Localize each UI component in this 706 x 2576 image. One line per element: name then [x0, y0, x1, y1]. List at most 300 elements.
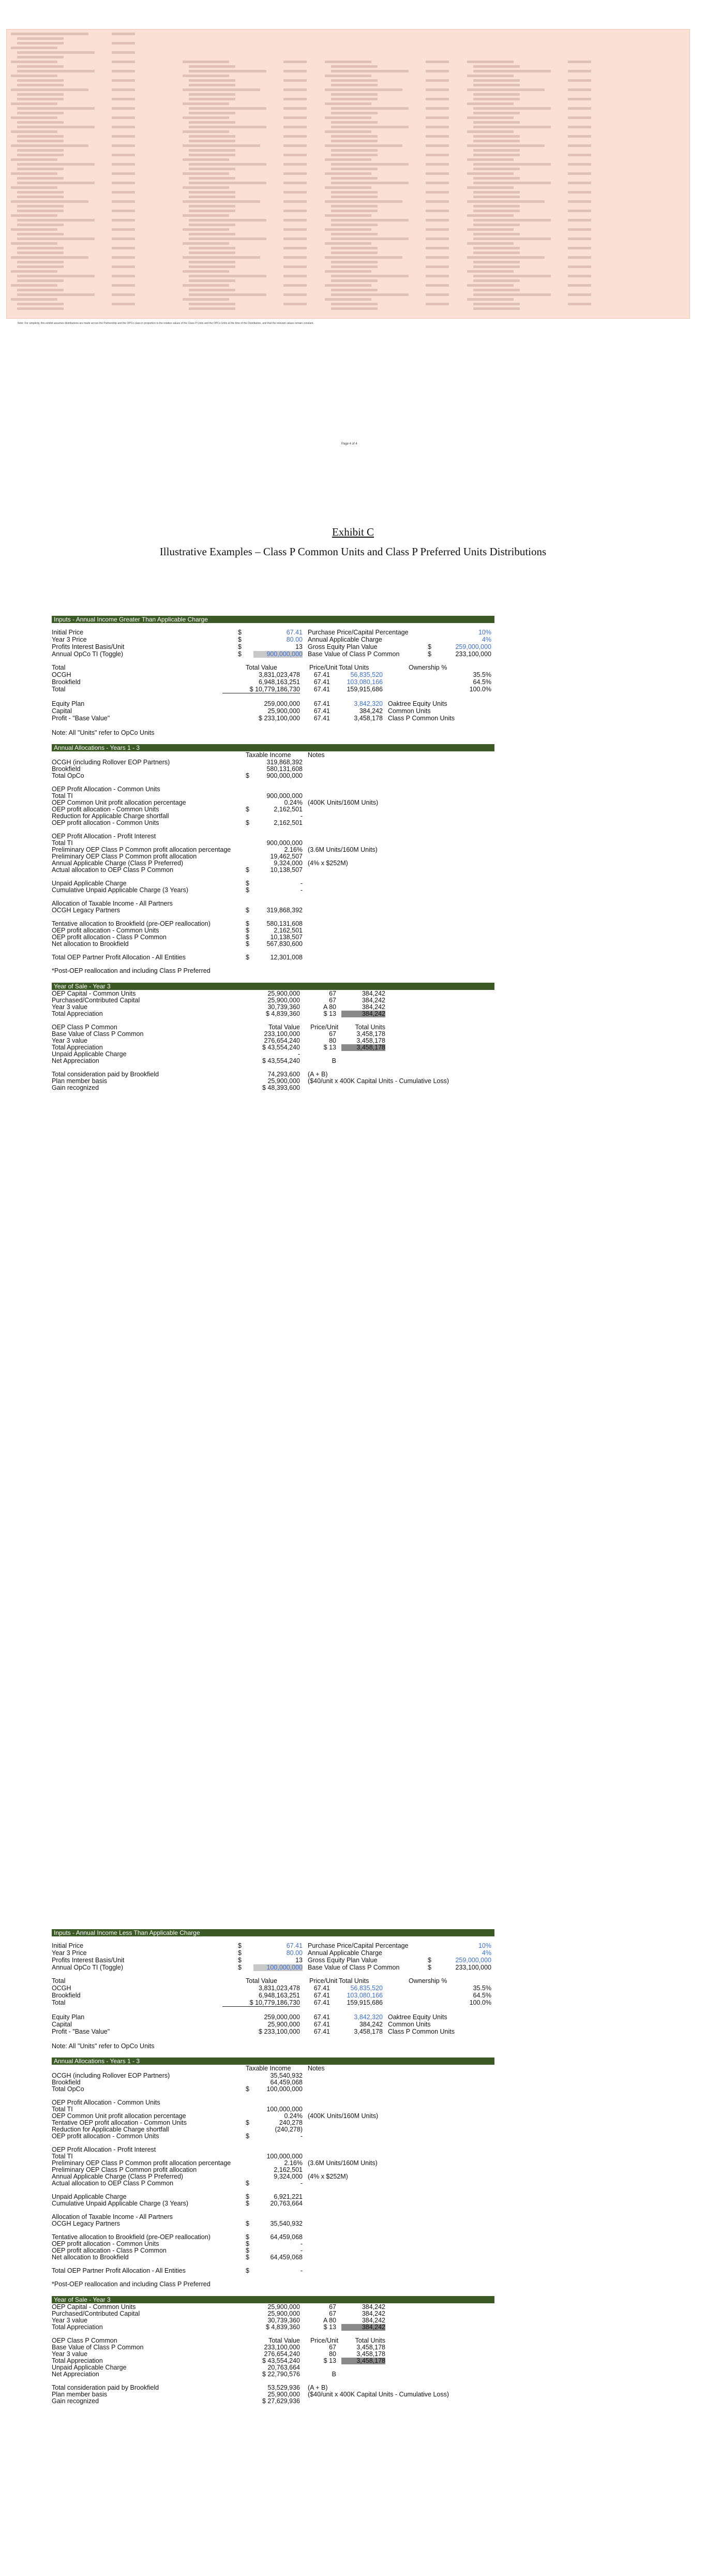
spreadsheet-cell — [17, 135, 64, 138]
spreadsheet-cell — [325, 172, 371, 175]
row — [52, 887, 497, 894]
row — [52, 664, 497, 671]
value: $ 13 — [323, 1010, 336, 1017]
row-label: Brookfield — [52, 678, 81, 686]
spreadsheet-value — [283, 228, 307, 231]
spreadsheet-cell — [17, 261, 64, 263]
page-number: Page 4 of 4 — [341, 442, 357, 446]
spreadsheet-cell — [189, 265, 235, 268]
value: 20,763,664 — [267, 2364, 300, 2371]
spreadsheet-cell — [331, 293, 409, 296]
value: (A + B) — [308, 2384, 328, 2391]
input-label: Annual Applicable Charge — [308, 1949, 382, 1957]
spreadsheet-cell — [17, 126, 95, 128]
row — [52, 2014, 497, 2021]
spreadsheet-cell — [17, 112, 64, 114]
currency: $ — [238, 643, 242, 650]
value: 3,842,320 — [354, 2014, 383, 2021]
spreadsheet-value — [283, 135, 307, 138]
spreadsheet-cell — [11, 214, 57, 217]
exhibit-subtitle: Illustrative Examples – Class P Common Units and Class P Preferred Units Distributions — [159, 545, 547, 558]
units-label: Oaktree Equity Units — [388, 700, 447, 707]
spreadsheet-cell — [189, 261, 235, 263]
input-value: 100,000,000 — [253, 1964, 303, 1971]
spreadsheet-value — [426, 238, 449, 240]
spreadsheet-cell — [467, 242, 514, 245]
value: 384,242 — [362, 2317, 385, 2324]
currency: $ — [246, 866, 249, 874]
spreadsheet-cell — [17, 149, 64, 152]
spreadsheet-value — [112, 98, 135, 100]
spreadsheet-value — [426, 303, 449, 305]
spreadsheet-cell — [331, 233, 378, 235]
note: Note: All "Units" refer to OpCo Units — [52, 2042, 155, 2050]
spreadsheet-value — [568, 284, 591, 287]
row-label: Total — [52, 1999, 66, 2006]
row-label: Profit - "Base Value" — [52, 715, 110, 722]
spreadsheet-value — [568, 256, 591, 259]
value: 64.5% — [473, 678, 491, 686]
value: 6,948,163,251 — [259, 678, 300, 686]
spreadsheet-cell — [17, 307, 64, 310]
value: - — [300, 2180, 303, 2187]
row-label: Unpaid Applicable Charge — [52, 2364, 127, 2371]
row-label: Preliminary OEP Class P Common profit allocation percentage — [52, 2159, 231, 2167]
value: 384,242 — [359, 2021, 383, 2028]
spreadsheet-value — [568, 163, 591, 166]
value: - — [297, 1050, 300, 1058]
spreadsheet-cell — [331, 154, 378, 156]
row — [52, 672, 497, 678]
spreadsheet-cell — [17, 93, 64, 96]
value: - — [300, 2267, 303, 2274]
row — [52, 1957, 497, 1964]
value: 67 — [329, 1030, 336, 1038]
value: 2,162,501 — [274, 2166, 303, 2173]
spreadsheet-value — [568, 88, 591, 91]
value: 384,242 — [362, 2310, 385, 2317]
value: 233,100,000 — [264, 1030, 300, 1038]
spreadsheet-value — [568, 98, 591, 100]
currency: $ — [238, 650, 242, 658]
spreadsheet-value — [426, 107, 449, 110]
row — [52, 1011, 497, 1017]
spreadsheet-value — [426, 172, 449, 175]
spreadsheet-cell — [325, 102, 371, 105]
spreadsheet-cell — [17, 210, 64, 212]
value: 67 — [329, 990, 336, 997]
spreadsheet-value — [426, 265, 449, 268]
spreadsheet-cell — [331, 140, 378, 142]
spreadsheet-cell — [331, 307, 378, 310]
spreadsheet-value — [112, 144, 135, 147]
row — [52, 2043, 497, 2050]
spreadsheet-cell — [325, 144, 402, 147]
spreadsheet-value — [426, 116, 449, 119]
spreadsheet-cell — [331, 275, 409, 277]
value: 80 — [329, 2350, 336, 2358]
column-header: Price/Unit — [309, 1977, 338, 1985]
spreadsheet-cell — [473, 65, 520, 68]
row-label: Unpaid Applicable Charge — [52, 1050, 127, 1058]
spreadsheet-cell — [331, 79, 378, 82]
value: 319,868,392 — [266, 759, 303, 766]
spreadsheet-cell — [17, 163, 95, 166]
spreadsheet-value — [112, 219, 135, 221]
row — [52, 686, 497, 693]
spreadsheet-cell — [331, 149, 378, 152]
spreadsheet-value — [426, 154, 449, 156]
spreadsheet-cell — [473, 289, 520, 291]
value: 67.41 — [313, 2014, 330, 2021]
spreadsheet-cell — [473, 177, 520, 180]
column-header: Total — [52, 1977, 66, 1985]
value: $ 4,839,360 — [265, 1010, 300, 1017]
value: - — [300, 880, 303, 887]
value: 384,242 — [341, 2324, 385, 2331]
row-label: OEP profit allocation - Common Units — [52, 806, 159, 813]
row-label: OCGH Legacy Partners — [52, 2220, 120, 2227]
spreadsheet-cell — [325, 228, 371, 231]
value: 20,763,664 — [270, 2200, 303, 2207]
spreadsheet-cell — [473, 293, 551, 296]
example-income-greater — [52, 616, 497, 1175]
spreadsheet-cell — [473, 265, 520, 268]
note: (3.6M Units/160M Units) — [308, 2159, 378, 2167]
row-label: Unpaid Applicable Charge — [52, 880, 127, 887]
spreadsheet-cell — [189, 191, 235, 194]
value: 159,915,686 — [347, 686, 383, 693]
spreadsheet-value — [568, 79, 591, 82]
value: 67 — [329, 997, 336, 1004]
row — [52, 2324, 497, 2331]
spreadsheet-cell — [473, 112, 520, 114]
input-value: 10% — [478, 1942, 491, 1949]
spreadsheet-value — [283, 303, 307, 305]
row — [52, 1992, 497, 1999]
row-label: Total Appreciation — [52, 1044, 103, 1051]
note: Note: All "Units" refer to OpCo Units — [52, 729, 155, 736]
value: $ 27,629,936 — [262, 2397, 300, 2405]
spreadsheet-cell — [11, 33, 88, 35]
input-value: 80.00 — [286, 1949, 303, 1957]
spreadsheet-cell — [183, 284, 229, 287]
spreadsheet-cell — [17, 224, 64, 226]
spreadsheet-cell — [473, 182, 551, 184]
currency: $ — [428, 1957, 431, 1964]
value: - — [300, 2133, 303, 2140]
row-label: OEP Common Unit profit allocation percentage — [52, 799, 186, 806]
spreadsheet-cell — [325, 186, 371, 189]
spreadsheet-cell — [325, 214, 371, 217]
spreadsheet-value — [426, 98, 449, 100]
spreadsheet-cell — [473, 135, 520, 138]
spreadsheet-value — [568, 238, 591, 240]
currency: $ — [246, 2254, 249, 2261]
row — [52, 907, 497, 914]
value: 9,324,000 — [274, 860, 303, 867]
row — [52, 701, 497, 707]
value: Total Value — [268, 1024, 300, 1031]
row — [52, 2133, 497, 2140]
row-label: Total TI — [52, 792, 73, 800]
spreadsheet-cell — [473, 93, 520, 96]
row-label: Gain recognized — [52, 1084, 99, 1091]
currency: $ — [246, 2233, 249, 2241]
input-label: Year 3 Price — [52, 636, 87, 643]
value: 64.5% — [473, 1992, 491, 1999]
spreadsheet-cell — [17, 177, 64, 180]
spreadsheet-cell — [473, 168, 520, 170]
spreadsheet-cell — [17, 303, 64, 305]
spreadsheet-value — [112, 200, 135, 203]
spreadsheet-cell — [467, 284, 514, 287]
input-value: 10% — [478, 629, 491, 636]
spreadsheet-value — [426, 163, 449, 166]
value: 12,301,008 — [270, 954, 303, 961]
value: 384,242 — [359, 707, 383, 715]
currency: $ — [238, 629, 242, 636]
spreadsheet-cell — [11, 61, 57, 63]
spreadsheet-footnote: Note: For simplicity, this exhibit assumes distributions are made across the Partnership and the OPCo class in proportion to the relative values of the Class P Units and the OPCo Units at the time of the Distribution, and that the relevant values remain constant. — [18, 322, 314, 325]
value: 25,900,000 — [267, 2021, 300, 2028]
spreadsheet-cell — [17, 107, 95, 110]
row-label: *Post-OEP reallocation and including Class P Preferred — [52, 967, 211, 974]
spreadsheet-cell — [325, 130, 371, 133]
spreadsheet-cell — [467, 228, 514, 231]
currency: $ — [428, 650, 431, 658]
spreadsheet-cell — [189, 224, 235, 226]
units-label: Class P Common Units — [388, 715, 455, 722]
row-label: Cumulative Unpaid Applicable Charge (3 Years) — [52, 2200, 189, 2207]
value: 259,000,000 — [264, 2014, 300, 2021]
value: $ 22,790,576 — [262, 2371, 300, 2378]
spreadsheet-cell — [467, 298, 514, 301]
spreadsheet-cell — [17, 51, 95, 54]
spreadsheet-cell — [331, 303, 378, 305]
spreadsheet-value — [112, 238, 135, 240]
value: 67.41 — [313, 715, 330, 722]
row-label: OEP profit allocation - Class P Common — [52, 934, 167, 941]
value: 100,000,000 — [266, 2085, 303, 2093]
spreadsheet-value — [112, 135, 135, 138]
spreadsheet-value — [568, 172, 591, 175]
spreadsheet-cell — [189, 154, 235, 156]
spreadsheet-cell — [189, 233, 235, 235]
spreadsheet-value — [283, 116, 307, 119]
spreadsheet-cell — [331, 93, 378, 96]
spreadsheet-value — [283, 98, 307, 100]
spreadsheet-value — [112, 42, 135, 45]
spreadsheet-value — [112, 51, 135, 54]
value: Total Units — [355, 2337, 385, 2344]
spreadsheet-cell — [331, 205, 378, 208]
spreadsheet-cell — [331, 112, 378, 114]
currency: $ — [428, 643, 431, 650]
note: (4% x $252M) — [308, 860, 348, 867]
value: $ 10,779,186,730 — [222, 2000, 300, 2007]
section-header: Year of Sale - Year 3 — [52, 2296, 494, 2303]
spreadsheet-cell — [331, 289, 378, 291]
spreadsheet-cell — [17, 84, 64, 86]
spreadsheet-cell — [17, 251, 64, 254]
value: (A + B) — [308, 1071, 328, 1078]
currency: $ — [246, 2119, 249, 2126]
spreadsheet-cell — [17, 140, 64, 142]
row-label: Total Appreciation — [52, 1010, 103, 1017]
spreadsheet-value — [283, 163, 307, 166]
value: 3,458,178 — [341, 1044, 385, 1051]
row-label: OEP profit allocation - Common Units — [52, 927, 159, 934]
currency: $ — [246, 2133, 249, 2140]
input-label: Profits Interest Basis/Unit — [52, 643, 125, 650]
spreadsheet-value — [112, 154, 135, 156]
row-label: Annual Applicable Charge (Class P Preferred) — [52, 2173, 184, 2180]
row-label: OEP profit allocation - Common Units — [52, 819, 159, 826]
spreadsheet-cell — [473, 149, 520, 152]
spreadsheet-value — [112, 79, 135, 82]
spreadsheet-cell — [189, 279, 235, 282]
row-label: Cumulative Unpaid Applicable Charge (3 Years) — [52, 886, 189, 894]
spreadsheet-value — [426, 182, 449, 184]
spreadsheet-value — [283, 219, 307, 221]
spreadsheet-cell — [325, 200, 402, 203]
spreadsheet-cell — [183, 186, 229, 189]
spreadsheet-value — [568, 293, 591, 296]
value: 9,324,000 — [274, 2173, 303, 2180]
currency: $ — [246, 934, 249, 941]
column-header: Total Value — [246, 664, 277, 671]
row-label: Reduction for Applicable Charge shortfall — [52, 2126, 169, 2133]
row — [52, 629, 497, 636]
spreadsheet-printout — [6, 29, 690, 319]
row — [52, 679, 497, 686]
row-label: OEP Profit Allocation - Common Units — [52, 786, 160, 793]
spreadsheet-value — [426, 191, 449, 194]
row — [52, 1943, 497, 1949]
row-label: Purchased/Contributed Capital — [52, 997, 140, 1004]
spreadsheet-cell — [189, 307, 235, 310]
spreadsheet-cell — [183, 200, 260, 203]
spreadsheet-value — [426, 88, 449, 91]
spreadsheet-cell — [473, 140, 520, 142]
input-value: 233,100,000 — [455, 650, 491, 658]
spreadsheet-cell — [189, 98, 235, 100]
value: 25,900,000 — [267, 2391, 300, 2398]
spreadsheet-cell — [331, 210, 378, 212]
row-label: Brookfield — [52, 765, 81, 773]
row-label: Year 3 value — [52, 1037, 88, 1044]
value: 900,000,000 — [266, 772, 303, 779]
input-value: 67.41 — [286, 1942, 303, 1949]
row-label: OCGH — [52, 671, 71, 678]
row — [52, 2021, 497, 2028]
row — [52, 820, 497, 826]
value: 900,000,000 — [266, 839, 303, 847]
spreadsheet-cell — [189, 135, 235, 138]
spreadsheet-cell — [473, 205, 520, 208]
spreadsheet-value — [426, 79, 449, 82]
spreadsheet-value — [283, 247, 307, 249]
value: 30,739,360 — [267, 2317, 300, 2324]
spreadsheet-cell — [331, 98, 378, 100]
spreadsheet-cell — [189, 177, 235, 180]
spreadsheet-cell — [189, 70, 266, 72]
value: 3,831,023,478 — [259, 671, 300, 678]
currency: $ — [246, 2220, 249, 2227]
spreadsheet-cell — [17, 275, 95, 277]
row-label: Total Appreciation — [52, 2323, 103, 2331]
row-label: Allocation of Taxable Income - All Partners — [52, 900, 173, 907]
spreadsheet-value — [112, 303, 135, 305]
value: $ 48,393,600 — [262, 1084, 300, 1091]
value: 103,080,166 — [347, 1992, 383, 1999]
spreadsheet-cell — [17, 191, 64, 194]
value: $ 233,100,000 — [259, 2028, 300, 2035]
spreadsheet-cell — [183, 270, 229, 273]
row — [52, 2200, 497, 2207]
currency: $ — [238, 1949, 242, 1957]
input-label: Gross Equity Plan Value — [308, 1957, 378, 1964]
spreadsheet-value — [112, 293, 135, 296]
spreadsheet-cell — [183, 88, 260, 91]
row-label: Total consideration paid by Brookfield — [52, 2384, 159, 2391]
value: 100,000,000 — [266, 2153, 303, 2160]
row-label: OEP profit allocation - Common Units — [52, 2133, 159, 2140]
spreadsheet-cell — [11, 75, 57, 77]
row-label: OCGH (including Rollover EOP Partners) — [52, 2072, 170, 2079]
spreadsheet-cell — [189, 112, 235, 114]
row-label: Net allocation to Brookfield — [52, 940, 129, 948]
spreadsheet-value — [283, 126, 307, 128]
spreadsheet-value — [426, 256, 449, 259]
value: 56,835,520 — [350, 671, 383, 678]
value: 6,921,221 — [274, 2193, 303, 2200]
spreadsheet-value — [112, 172, 135, 175]
spreadsheet-cell — [183, 75, 229, 77]
spreadsheet-cell — [467, 214, 514, 217]
spreadsheet-cell — [189, 107, 266, 110]
currency: $ — [246, 2240, 249, 2247]
row-label: OEP Profit Allocation - Profit Interest — [52, 2146, 156, 2153]
spreadsheet-cell — [183, 158, 229, 161]
row-label: OEP Common Unit profit allocation percentage — [52, 2112, 186, 2120]
value: 67 — [329, 2310, 336, 2317]
column-header: Ownership % — [409, 1977, 447, 1985]
spreadsheet-cell — [473, 251, 520, 254]
spreadsheet-cell — [331, 247, 378, 249]
spreadsheet-cell — [183, 116, 229, 119]
spreadsheet-cell — [189, 182, 266, 184]
spreadsheet-cell — [473, 303, 520, 305]
spreadsheet-value — [112, 163, 135, 166]
spreadsheet-cell — [467, 158, 514, 161]
value: $ 13 — [323, 2357, 336, 2364]
spreadsheet-cell — [189, 293, 266, 296]
spreadsheet-value — [283, 210, 307, 212]
spreadsheet-cell — [183, 298, 229, 301]
row — [52, 2180, 497, 2187]
value: $ 4,839,360 — [265, 2323, 300, 2331]
spreadsheet-cell — [17, 98, 64, 100]
column-header: Taxable Income — [246, 751, 291, 759]
value: $ 233,100,000 — [259, 715, 300, 722]
column-header: Notes — [308, 2065, 325, 2072]
value: 67.41 — [313, 686, 330, 693]
value: Price/Unit — [310, 2337, 339, 2344]
value: 67 — [329, 2344, 336, 2351]
units-label: Common Units — [388, 707, 431, 715]
